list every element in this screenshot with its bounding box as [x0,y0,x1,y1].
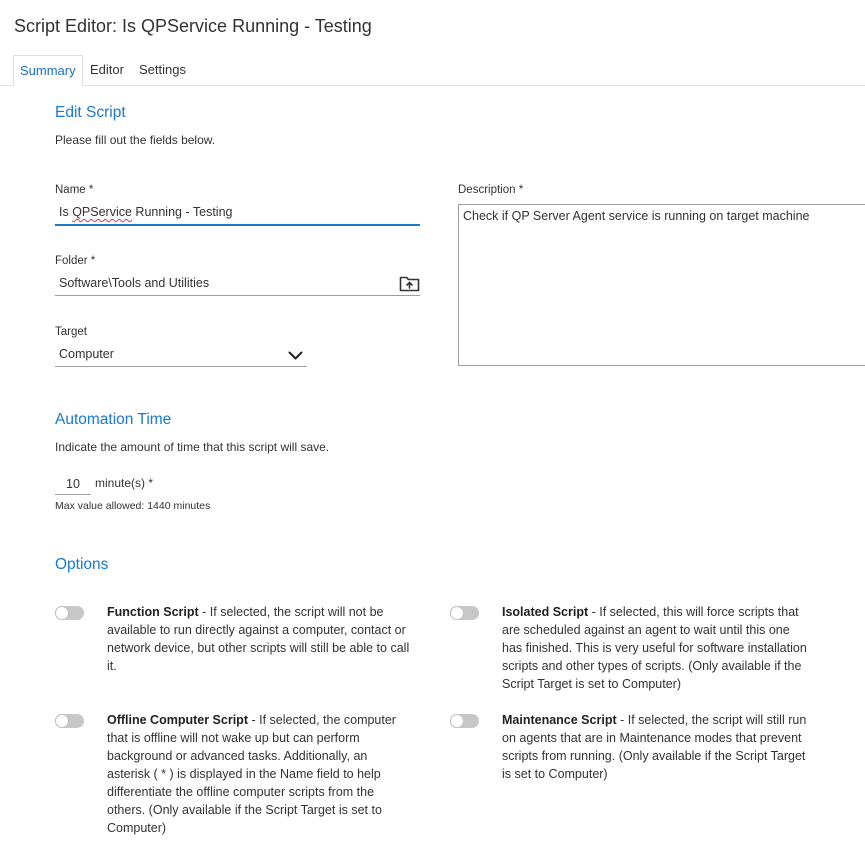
folder-field[interactable]: Software\Tools and Utilities [59,276,210,290]
toggle-knob [450,714,464,728]
function-script-title: Function Script [107,605,199,619]
name-field[interactable] [59,205,232,219]
folder-label: Folder * [55,255,96,267]
offline-computer-script-title: Offline Computer Script [107,713,248,727]
name-value-prefix: Is [59,205,73,219]
tab-summary[interactable]: Summary [13,55,83,86]
tab-bar [0,55,865,86]
target-select[interactable]: Computer [59,347,114,361]
edit-script-heading: Edit Script [55,104,126,121]
toggle-knob [55,606,69,620]
tab-settings[interactable]: Settings [139,62,186,77]
offline-computer-script-option [107,711,399,837]
toggle-knob [450,606,464,620]
name-value-misspelled: QPService [72,205,132,219]
maintenance-script-title: Maintenance Script [502,713,617,727]
minutes-input-underline [55,494,91,495]
description-textarea[interactable] [458,204,865,366]
maintenance-script-toggle[interactable] [450,714,479,728]
name-value-suffix: Running - Testing [131,205,233,219]
function-script-toggle[interactable] [55,606,84,620]
chevron-down-icon[interactable] [288,348,303,366]
toggle-knob [55,714,69,728]
minutes-input[interactable]: 10 [66,477,80,491]
function-script-description: - If selected, the script will not be available to run directly against a computer, contact or network device, but other scripts will still be able to call it. [107,605,410,673]
name-field-underline [55,224,420,226]
automation-time-heading: Automation Time [55,411,172,428]
isolated-script-title: Isolated Script [502,605,589,619]
description-label: Description * [458,184,524,196]
function-script-option [107,603,417,675]
max-value-note: Max value allowed: 1440 minutes [55,500,211,512]
folder-field-underline [55,295,420,296]
description-value: Check if QP Server Agent service is running on target machine [463,209,810,223]
isolated-script-toggle[interactable] [450,606,479,620]
page-title: Script Editor: Is QPService Running - Testing [14,16,372,36]
offline-computer-script-description: - If selected, the computer that is offline will not wake up but can perform background or advanced tasks. Additionally, an asterisk ( * ) is displayed in the Name field to help differentiate the offline computer scripts from the others. (Only available if the Script Target is set to Computer) [107,713,396,835]
options-heading: Options [55,556,109,573]
folder-upload-icon[interactable] [399,275,420,297]
edit-script-help: Please fill out the fields below. [55,133,216,147]
maintenance-script-option [502,711,812,783]
name-label: Name * [55,184,94,196]
target-label: Target [55,326,87,338]
maintenance-script-description: - If selected, the script will still run on agents that are in Maintenance modes that prevent scripts from running. (Only available if the Script Target is set to Computer) [502,713,807,781]
target-select-underline [55,366,307,367]
offline-computer-script-toggle[interactable] [55,714,84,728]
minutes-unit-label: minute(s) * [95,476,154,490]
isolated-script-description: - If selected, this will force scripts that are scheduled against an agent to wait until this one has finished. This is very useful for software installation scripts and other types of scripts. (Only available if the Script Target is set to Computer) [502,605,807,691]
automation-time-help: Indicate the amount of time that this script will save. [55,440,330,454]
tab-editor[interactable]: Editor [90,62,124,77]
isolated-script-option [502,603,812,693]
